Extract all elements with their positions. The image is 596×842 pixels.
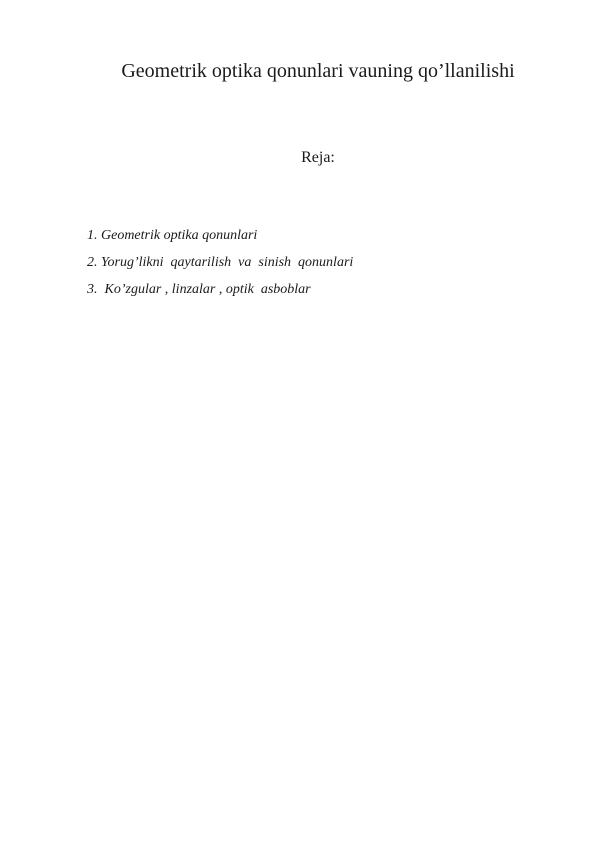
plan-item-2: 2. Yorug’likni qaytarilish va sinish qonunlari xyxy=(87,255,354,270)
plan-list xyxy=(87,226,353,307)
plan-heading: Reja: xyxy=(301,149,335,166)
plan-item-1: 1. Geometrik optika qonunlari xyxy=(87,228,258,243)
document-title: Geometrik optika qonunlari vauning qo’llanilishi xyxy=(121,60,515,82)
plan-item-3: 3. Ko’zgular , linzalar , optik asboblar xyxy=(87,282,311,297)
